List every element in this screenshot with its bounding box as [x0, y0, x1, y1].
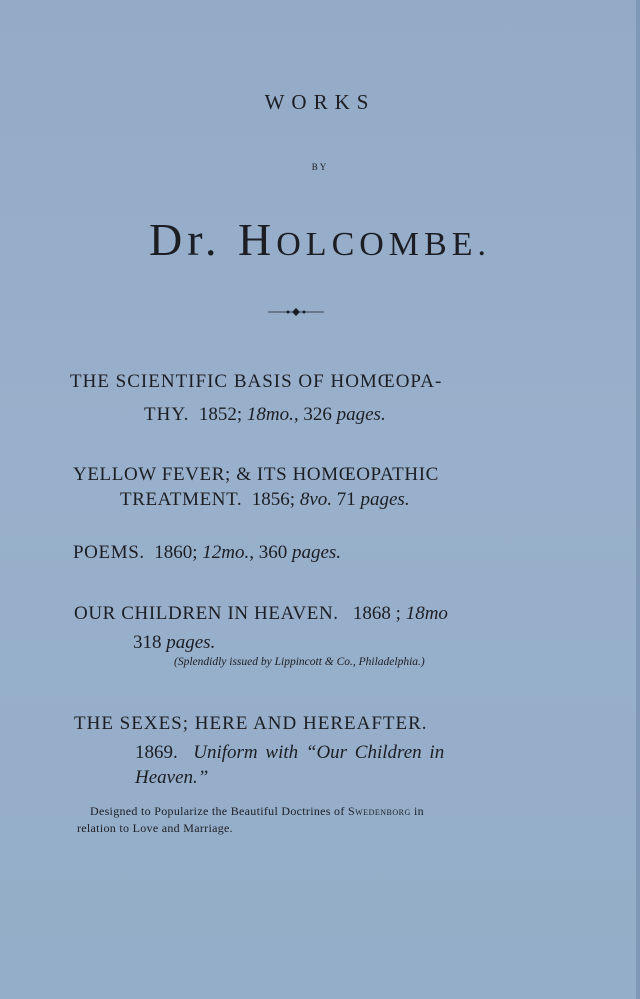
- entry-1-format: 18mo.,: [246, 404, 299, 425]
- author-surname: OLCOMBE.: [276, 226, 491, 263]
- entry-5-note-pre: Designed to Popularize the Beautiful Doctrines of: [90, 804, 345, 818]
- author-title: Dr.: [149, 214, 222, 265]
- entry-5-uniform-line2: Heaven.”: [135, 767, 209, 788]
- entry-4-format: 18mo: [405, 603, 448, 624]
- entry-5-note-swedenborg: Swedenborg: [347, 804, 411, 818]
- entry-2-pages-word: pages.: [360, 489, 410, 510]
- entry-1-title-line2: THY.: [144, 404, 190, 425]
- entry-4-imprint: (Splendidly issued by Lippincott & Co., Philadelphia.): [174, 656, 425, 668]
- entry-2-pages: 71: [336, 489, 356, 510]
- ornament-divider: [268, 305, 324, 319]
- page-edge: [636, 0, 640, 999]
- entry-3-title: POEMS.: [73, 542, 145, 563]
- entry-1-title-line1: THE SCIENTIFIC BASIS OF HOMŒOPA-: [70, 371, 443, 392]
- entry-1-pages-word: pages.: [336, 404, 386, 425]
- author-name: [0, 214, 640, 271]
- entry-2-format: 8vo.: [299, 489, 332, 510]
- entry-5-note-line2: relation to Love and Marriage.: [77, 821, 233, 835]
- entry-5-line2: [135, 741, 444, 765]
- entry-3-year: 1860;: [154, 542, 198, 563]
- entry-4-year: 1868 ;: [352, 603, 401, 624]
- entry-4-title: OUR CHILDREN IN HEAVEN.: [74, 603, 339, 624]
- entry-5-uniform-line2-row: [135, 766, 208, 790]
- entry-2-line2: [120, 488, 410, 512]
- author-initial: H: [238, 214, 277, 265]
- by-label: BY: [311, 162, 329, 172]
- entry-5-title: THE SEXES; HERE AND HEREAFTER.: [74, 713, 428, 734]
- entry-1-year: 1852;: [198, 404, 243, 425]
- entry-3-format: 12mo.,: [202, 542, 254, 563]
- entry-1-line2: [144, 403, 386, 427]
- entry-4-line1: [74, 602, 448, 626]
- entry-2-year: 1856;: [251, 489, 296, 510]
- entry-4-line2: [133, 631, 215, 655]
- entry-4-pages: 318: [133, 632, 162, 653]
- entry-2-title-line1: YELLOW FEVER; & ITS HOMŒOPATHIC: [73, 464, 439, 485]
- entry-5-note-line1: [90, 803, 424, 819]
- entry-3-line1: [73, 541, 341, 565]
- entry-2-title-line2: TREATMENT.: [120, 489, 243, 510]
- entry-5-uniform-line1: Uniform with “Our Children in: [193, 742, 445, 763]
- entry-5-note-post: in: [414, 804, 424, 818]
- works-heading: WORKS: [264, 90, 376, 114]
- entry-5-year: 1869.: [135, 742, 178, 763]
- entry-3-pages-word: pages.: [291, 542, 342, 563]
- entry-3-pages: 360: [258, 542, 288, 563]
- entry-4-pages-word: pages.: [166, 632, 216, 653]
- entry-1-pages: 326: [303, 404, 332, 425]
